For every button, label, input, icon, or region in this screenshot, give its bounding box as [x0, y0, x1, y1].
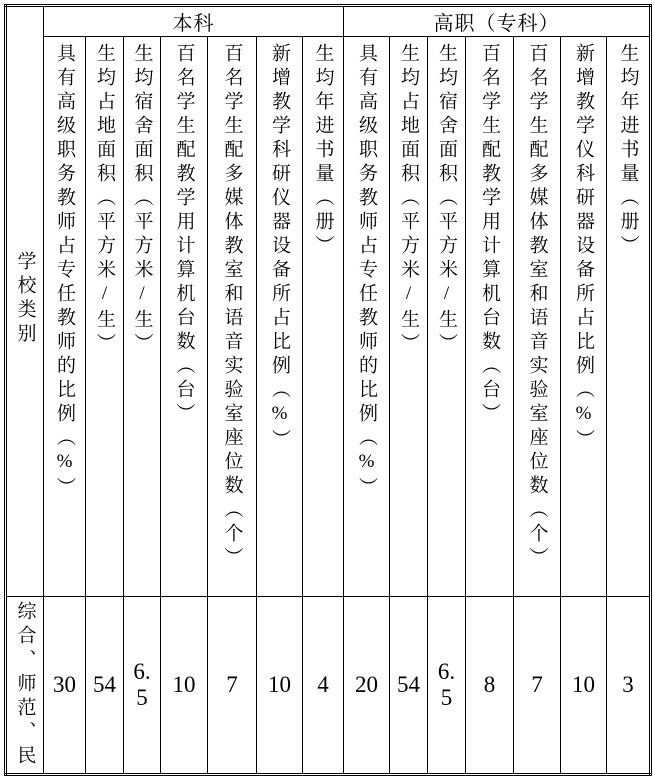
col-header-left-computers-per-100: 百名学生配教学用计算机台数（台） [161, 37, 208, 597]
data-cell: 7 [208, 597, 257, 775]
col-header-right-multimedia-seats-per-100: 百名学生配多媒体教室和语音实验室座位数（个） [514, 37, 561, 597]
group-header-undergraduate: 本科 [44, 6, 344, 37]
col-header-left-multimedia-seats-per-100: 百名学生配多媒体教室和语音实验室座位数（个） [208, 37, 257, 597]
col-header-left-books-per-student: 生均年进书量（册） [303, 37, 344, 597]
data-cell: 54 [86, 597, 124, 775]
col-header-right-computers-per-100: 百名学生配教学用计算机台数（台） [466, 37, 514, 597]
col-header-right-books-per-student: 生均年进书量（册） [607, 37, 651, 597]
indicator-table [4, 4, 652, 776]
col-header-left-dorm-area-per-student: 生均宿舍面积（平方米/生） [124, 37, 161, 597]
col-header-right-senior-teacher-ratio: 具有高级职务教师占专任教师的比例（%） [344, 37, 390, 597]
corner-label: 学校类别 [14, 250, 36, 347]
col-header-left-new-equipment-ratio: 新增教学科研仪器设备所占比例（%） [257, 37, 303, 597]
data-cell: 30 [44, 597, 86, 775]
data-cell: 4 [303, 597, 344, 775]
data-cell: 10 [161, 597, 208, 775]
col-header-right-dorm-area-per-student: 生均宿舍面积（平方米/生） [428, 37, 466, 597]
row-label-school-types: 综合、师范、民 [6, 597, 44, 775]
data-cell: 54 [390, 597, 428, 775]
group-header-row [6, 6, 651, 37]
col-header-right-land-area-per-student: 生均占地面积（平方米/生） [390, 37, 428, 597]
column-header-row [6, 37, 651, 597]
col-header-left-land-area-per-student: 生均占地面积（平方米/生） [86, 37, 124, 597]
data-cell: 8 [466, 597, 514, 775]
table-row [6, 597, 651, 775]
data-cell: 6.5 [428, 597, 466, 775]
group-header-vocational: 高职（专科） [344, 6, 651, 37]
corner-cell-school-category [6, 6, 44, 597]
data-cell: 20 [344, 597, 390, 775]
data-cell: 10 [257, 597, 303, 775]
data-cell: 3 [607, 597, 651, 775]
col-header-right-new-equipment-ratio: 新增教学仪科研器设备所占比例（%） [561, 37, 607, 597]
data-cell: 10 [561, 597, 607, 775]
col-header-left-senior-teacher-ratio: 具有高级职务教师占专任教师的比例（%） [44, 37, 86, 597]
data-cell: 7 [514, 597, 561, 775]
data-cell: 6.5 [124, 597, 161, 775]
